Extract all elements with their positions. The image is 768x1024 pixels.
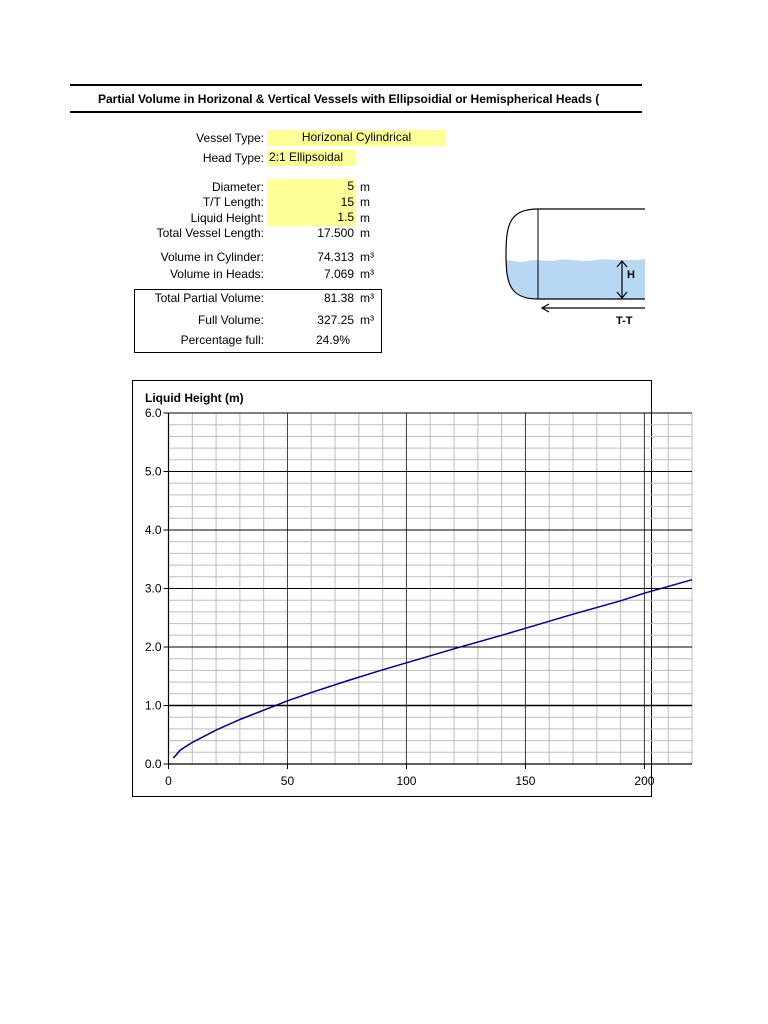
head-type-input[interactable]: 2:1 Ellipsoidal	[267, 150, 356, 166]
tt-label: T-T	[616, 315, 633, 327]
total-vessel-length-unit: m	[360, 226, 370, 240]
y-tick-label: 3.0	[144, 581, 162, 596]
total-partial-volume-label: Total Partial Volume:	[154, 291, 264, 305]
total-vessel-length-value: 17.500	[317, 226, 354, 240]
series-line	[173, 580, 692, 758]
volume-heads-label: Volume in Heads:	[169, 267, 264, 281]
liquid-height-chart	[132, 380, 655, 800]
diameter-input[interactable]: 5	[267, 179, 356, 195]
vessel-type-label: Vessel Type:	[196, 131, 264, 145]
diameter-unit: m	[360, 180, 370, 194]
y-tick-label: 5.0	[144, 464, 162, 479]
chart-title: Liquid Height (m)	[145, 391, 244, 405]
tt-length-label: T/T Length:	[202, 195, 264, 209]
volume-cylinder-value: 74.313	[317, 250, 354, 264]
x-tick-label: 0	[165, 774, 172, 788]
liquid-height-input[interactable]: 1.5	[267, 210, 356, 226]
vessel-type-input[interactable]: Horizonal Cylindrical	[267, 130, 446, 146]
x-tick-label: 50	[280, 774, 295, 788]
y-tick-label: 6.0	[144, 406, 162, 420]
volume-cylinder-label: Volume in Cylinder:	[160, 250, 264, 264]
volume-heads-unit: m³	[360, 267, 374, 281]
percentage-full-label: Percentage full:	[180, 333, 264, 347]
header-rule-top	[70, 84, 642, 86]
total-vessel-length-label: Total Vessel Length:	[156, 226, 264, 240]
x-tick-label: 100	[396, 774, 417, 788]
header-rule-bottom	[70, 111, 642, 113]
liquid-height-unit: m	[360, 211, 370, 225]
volume-cylinder-unit: m³	[360, 250, 374, 264]
y-tick-label: 4.0	[144, 523, 162, 537]
liquid-height-label: Liquid Height:	[190, 211, 264, 225]
x-tick-label: 200	[634, 774, 655, 788]
percentage-full-value: 24.9%	[316, 333, 351, 347]
diameter-label: Diameter:	[211, 180, 264, 194]
page-title: Partial Volume in Horizonal & Vertical Vessels with Ellipsoidial or Hemispherical Heads (	[98, 92, 600, 106]
head-type-label: Head Type:	[202, 151, 264, 165]
vessel-diagram	[500, 200, 642, 325]
total-partial-volume-unit: m³	[360, 291, 374, 305]
volume-heads-value: 7.069	[323, 267, 354, 281]
liquid-fill	[500, 259, 645, 305]
y-tick-label: 1.0	[144, 698, 162, 713]
full-volume-label: Full Volume:	[197, 313, 264, 327]
full-volume-unit: m³	[360, 313, 374, 327]
tt-length-unit: m	[360, 195, 370, 209]
tt-length-input[interactable]: 15	[267, 195, 356, 210]
x-tick-label: 150	[515, 774, 536, 788]
y-tick-label: 2.0	[144, 640, 162, 654]
full-volume-value: 327.25	[317, 313, 354, 327]
total-partial-volume-value: 81.38	[323, 291, 354, 305]
y-tick-label: 0.0	[144, 757, 162, 771]
h-label: H	[627, 269, 635, 281]
